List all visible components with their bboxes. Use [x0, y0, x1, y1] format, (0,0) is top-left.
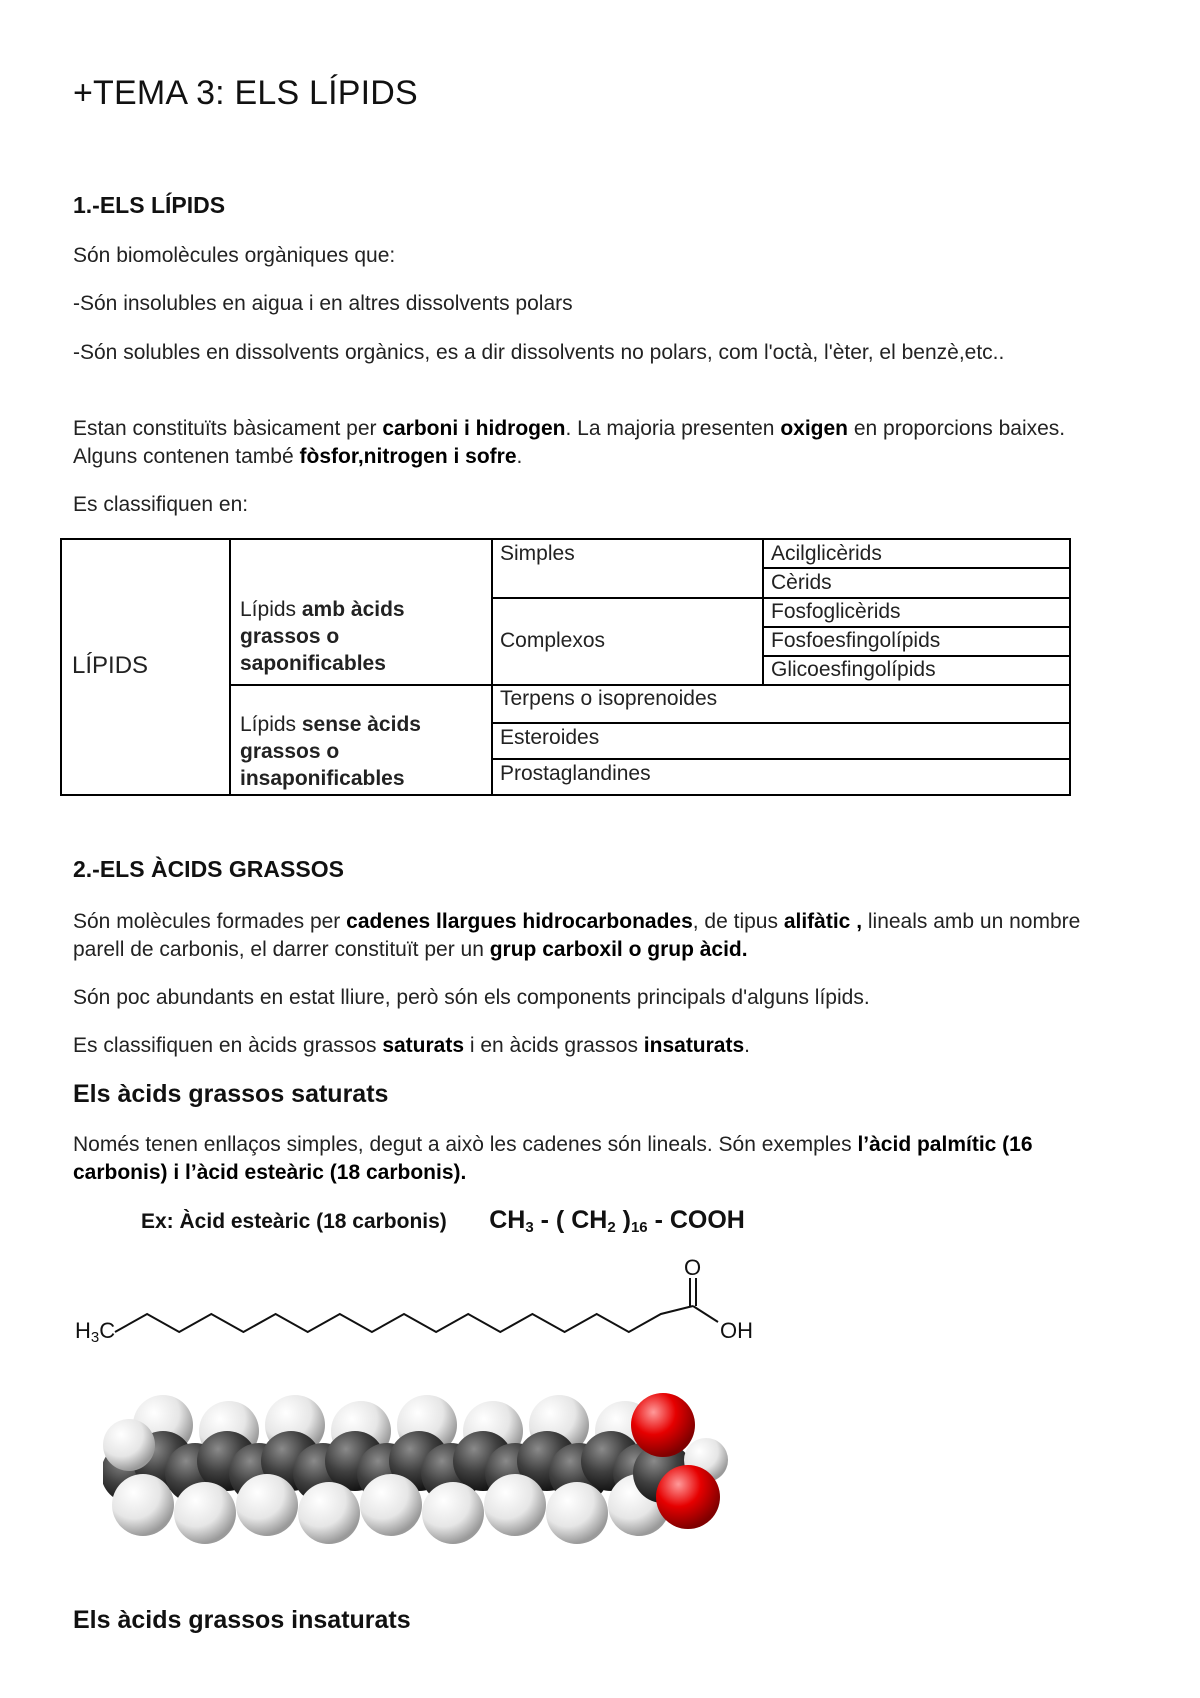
oxygen-atom [631, 1393, 695, 1457]
table-glicoesfingolipids: Glicoesfingolípids [771, 658, 936, 681]
table-acilgliceridos: Acilglicèrids [771, 542, 882, 565]
table-complexos: Complexos [500, 629, 606, 652]
section1-composition: Estan constituïts bàsicament per carboni i hidrogen. La majoria presenten oxigen en proporcions baixes. Alguns contenen també fòsfor,nitrogen i sofre. [73, 417, 1066, 468]
section2-heading: 2.-ELS ÀCIDS GRASSOS [73, 856, 344, 882]
table-esteroides: Esteroides [500, 726, 600, 749]
table-terpens: Terpens o isoprenoides [500, 687, 718, 710]
table-simples: Simples [500, 542, 575, 565]
table-prostaglandines: Prostaglandines [500, 762, 651, 785]
table-cerids: Cèrids [771, 571, 832, 594]
hydrogen-atom [103, 1419, 155, 1471]
h3c-label: H3C [75, 1318, 116, 1346]
section2-p2: Són poc abundants en estat lliure, però són els components principals d'alguns lípids. [73, 986, 870, 1009]
stearic-skeletal-formula [73, 1256, 773, 1356]
oh-label: OH [720, 1318, 753, 1343]
hydrogen-atom [236, 1474, 298, 1536]
section1-point1: -Són insolubles en aigua i en altres dissolvents polars [73, 292, 573, 315]
stearic-acid-example [141, 1206, 745, 1236]
lipids-classification-table [60, 538, 1071, 796]
hydrogen-atom [484, 1474, 546, 1536]
section2-p1: Són molècules formades per cadenes llargues hidrocarbonades, de tipus alifàtic , lineals amb un nombre parell de carbonis, el darrer constituït per un grup carboxil o grup àcid. [73, 910, 1081, 961]
saturats-heading: Els àcids grassos saturats [73, 1080, 389, 1108]
hydrogen-atom [174, 1482, 236, 1544]
section2-p3: Es classifiquen en àcids grassos saturats i en àcids grassos insaturats. [73, 1034, 751, 1057]
oxygen-label: O [684, 1256, 702, 1280]
hydrogen-atom [112, 1474, 174, 1536]
table-group-saponificables: Lípids amb àcids grassos o saponificables [240, 598, 405, 675]
hydroxyl-bond [693, 1306, 718, 1322]
hydrogen-atom [422, 1482, 484, 1544]
hydrogen-atom [298, 1482, 360, 1544]
table-group-insaponificables: Lípids sense àcids grassos o insaponificables [240, 713, 421, 790]
section1-point2: -Són solubles en dissolvents orgànics, es a dir dissolvents no polars, com l'octà, l'èter, el benzè,etc.. [73, 341, 1005, 364]
saturats-text: Només tenen enllaços simples, degut a això les cadenes són lineals. Són exemples l’àcid palmític (16 carbonis) i l’àcid esteàric (18 carbonis). [73, 1133, 1033, 1184]
insaturats-heading: Els àcids grassos insaturats [73, 1606, 411, 1634]
stearic-formula: $CH_3$ - ( $CH_2$ )$_{16}$ - COOH [489, 1206, 745, 1236]
hydrogen-atom [360, 1474, 422, 1536]
hydrogen-atom [546, 1482, 608, 1544]
example-label: Ex: Àcid esteàric (18 carbonis) [141, 1210, 447, 1233]
table-root-lipids: LÍPIDS [72, 652, 149, 679]
oxygen-atom [656, 1465, 720, 1529]
table-fosfoglicerids: Fosfoglicèrids [771, 600, 901, 623]
section1-heading: 1.-ELS LÍPIDS [73, 192, 226, 218]
section1-classify: Es classifiquen en: [73, 493, 249, 516]
section1-intro: Són biomolècules orgàniques que: [73, 244, 396, 267]
table-fosfoesfingolipids: Fosfoesfingolípids [771, 629, 941, 652]
document-title: +TEMA 3: ELS LÍPIDS [73, 74, 418, 112]
carbon-chain [115, 1306, 693, 1332]
stearic-spacefill-model [103, 1385, 743, 1575]
